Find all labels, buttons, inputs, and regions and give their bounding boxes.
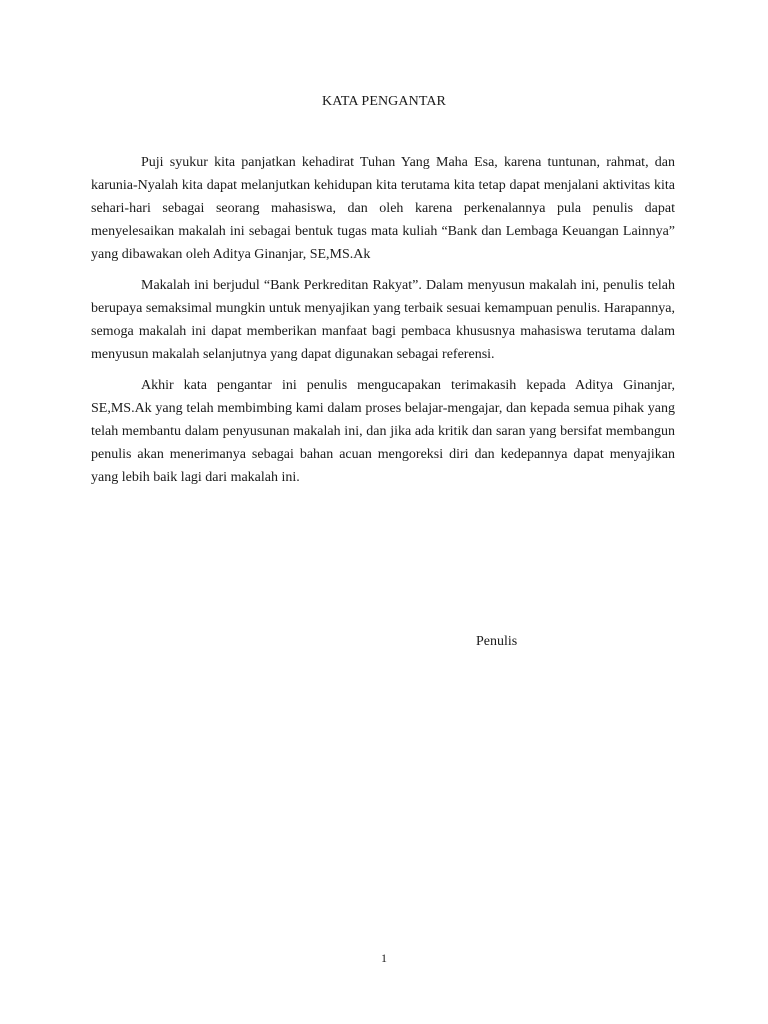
paragraph-closing: Akhir kata pengantar ini penulis mengucapakan terimakasih kepada Aditya Ginanjar, SE,MS.Ak yang telah membimbing kami dalam proses belajar-mengajar, dan kepada semua pihak yang telah membantu dalam penyusunan makalah ini, dan jika ada kritik dan saran yang bersifat membangun penulis akan menerimanya sebagai bahan acuan mengoreksi diri dan kedepannya dapat menyajikan yang lebih baik lagi dari makalah ini. [91,378,675,485]
signature-label: Penulis [476,634,518,649]
page-title: KATA PENGANTAR [322,94,446,109]
page-number: 1 [381,951,387,965]
document-body [91,151,675,497]
paragraph-topic: Makalah ini berjudul “Bank Perkreditan Rakyat”. Dalam menyusun makalah ini, penulis telah berupaya semaksimal mungkin untuk menyajikan yang terbaik sesuai kemampuan penulis. Harapannya, semoga makalah ini dapat memberikan manfaat bagi pembaca khususnya mahasiswa terutama dalam menyusun makalah selanjutnya yang dapat digunakan sebagai referensi. [91,278,675,362]
paragraph-opening: Puji syukur kita panjatkan kehadirat Tuhan Yang Maha Esa, karena tuntunan, rahmat, dan karunia-Nyalah kita dapat melanjutkan kehidupan kita terutama kita tetap dapat menjalani aktivitas kita sehari-hari sebagai seorang mahasiswa, dan oleh karena perkenalannya pula penulis dapat menyelesaikan makalah ini sebagai bentuk tugas mata kuliah “Bank dan Lembaga Keuangan Lainnya” yang dibawakan oleh Aditya Ginanjar, SE,MS.Ak [91,155,675,262]
